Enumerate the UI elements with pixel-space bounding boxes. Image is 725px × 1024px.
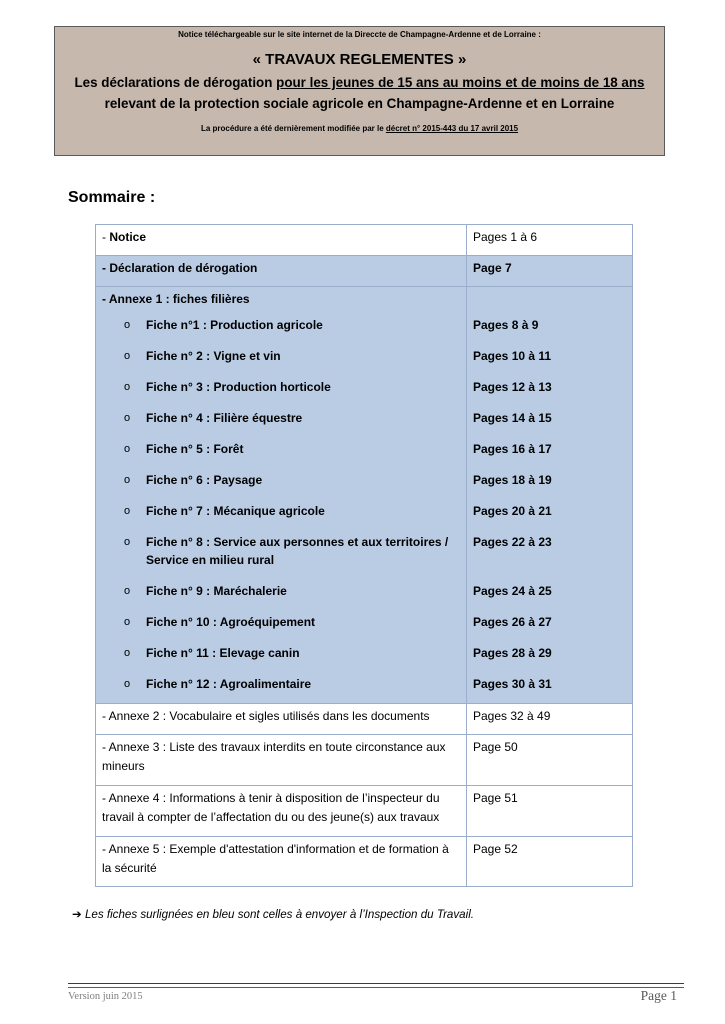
toc-annexe5-pages: Page 52 <box>473 842 518 856</box>
toc-annexe5-label: - Annexe 5 : Exemple d'attestation d'information et de formation à la sécurité <box>102 842 449 875</box>
bullet-icon: o <box>124 678 131 690</box>
fiche-4-label <box>96 409 466 427</box>
bullet-icon: o <box>124 412 131 424</box>
bullet-icon: o <box>124 443 131 455</box>
fiche-3-label <box>96 378 466 396</box>
toc-row-notice <box>96 225 633 256</box>
toc-declaration-label: - Déclaration de dérogation <box>102 261 258 275</box>
fiche-3-pages: Pages 12 à 13 <box>473 380 552 394</box>
fiche-5-label <box>96 440 466 458</box>
fiche-8-pages: Pages 22 à 23 <box>473 535 552 549</box>
decree-part-a: La procédure a été dernièrement modifiée par le <box>200 124 386 133</box>
fiche-11-pages: Pages 28 à 29 <box>473 646 552 660</box>
toc-annexe2-label: - Annexe 2 : Vocabulaire et sigles utilisés dans les documents <box>102 709 430 723</box>
toc-annexe3-pages: Page 50 <box>473 740 518 754</box>
fiche-9-text: Fiche n° 9 : Maréchalerie <box>146 584 287 598</box>
toc-row-annexe2 <box>96 704 633 735</box>
fiche-8-label <box>96 533 466 569</box>
fiche-3-text: Fiche n° 3 : Production horticole <box>146 380 331 394</box>
fiche-11-label <box>96 644 466 662</box>
toc-annexe1-pages-empty <box>467 287 632 312</box>
subtitle-part-a: Les déclarations de dérogation <box>74 75 277 90</box>
arrow-right-icon: ➔ <box>72 908 82 921</box>
sommaire-heading: Sommaire : <box>68 189 156 206</box>
decree-link: décret n° 2015-443 du 17 avril 2015 <box>385 124 519 133</box>
fiche-7-pages: Pages 20 à 21 <box>473 504 552 518</box>
fiche-4-pages: Pages 14 à 15 <box>473 411 552 425</box>
bullet-icon: o <box>124 536 131 548</box>
toc-declaration-pages: Page 7 <box>473 261 512 275</box>
fiche-6-pages: Pages 18 à 19 <box>473 473 552 487</box>
notice-label-bold: Notice <box>109 230 147 244</box>
fiche-8-text: Fiche n° 8 : Service aux personnes et aux territoires / Service en milieu rural <box>146 535 449 567</box>
header-box <box>54 26 665 156</box>
fiche-2-text: Fiche n° 2 : Vigne et vin <box>146 349 281 363</box>
bullet-icon: o <box>124 585 131 597</box>
toc-row-declaration <box>96 256 633 287</box>
bullet-icon: o <box>124 350 131 362</box>
header-notice: Notice téléchargeable sur le site internet de la Direccte de Champagne-Ardenne et de Lorraine : <box>178 30 541 39</box>
toc-row-annexe3 <box>96 735 633 786</box>
fiche-10-text: Fiche n° 10 : Agroéquipement <box>146 615 316 629</box>
toc-annexe4-pages: Page 51 <box>473 791 518 805</box>
bullet-icon: o <box>124 381 131 393</box>
bullet-icon: o <box>124 474 131 486</box>
toc-row-annexe4 <box>96 786 633 837</box>
fiche-9-pages: Pages 24 à 25 <box>473 584 552 598</box>
fiche-11-text: Fiche n° 11 : Elevage canin <box>146 646 300 660</box>
footer-page-number: Page 1 <box>640 988 677 1003</box>
bullet-icon: o <box>124 647 131 659</box>
fiche-7-label <box>96 502 466 520</box>
fiche-5-pages: Pages 16 à 17 <box>473 442 552 456</box>
toc-row-annexe5 <box>96 837 633 887</box>
notice-label-text: - Notice <box>102 230 147 244</box>
fiche-12-label <box>96 675 466 693</box>
toc-annexe3-label: - Annexe 3 : Liste des travaux interdits en toute circonstance aux mineurs <box>102 740 446 773</box>
document-subtitle <box>55 72 664 114</box>
toc-table <box>95 224 633 887</box>
bullet-icon: o <box>124 505 131 517</box>
toc-annexe4-label: - Annexe 4 : Informations à tenir à disposition de l’inspecteur du travail à compter de l’affectation du ou des jeune(s) aux travaux <box>102 791 440 824</box>
fiche-12-pages: Pages 30 à 31 <box>473 677 552 691</box>
note-text: Les fiches surlignées en bleu sont celles à envoyer à l’Inspection du Travail. <box>84 908 474 921</box>
fiche-6-label <box>96 471 466 489</box>
footer-rule-top <box>68 983 684 984</box>
note-line <box>72 907 474 921</box>
toc-annexe1-label: - Annexe 1 : fiches filières <box>102 292 250 306</box>
bullet-icon: o <box>124 616 131 628</box>
fiche-1-pages: Pages 8 à 9 <box>473 318 539 332</box>
fiche-4-text: Fiche n° 4 : Filière équestre <box>146 411 303 425</box>
fiche-2-label <box>96 347 466 365</box>
fiche-10-label <box>96 613 466 631</box>
subtitle-part-b: relevant de la protection sociale agricole en Champagne-Ardenne et en Lorraine <box>104 96 615 111</box>
subtitle-underlined: pour les jeunes de 15 ans au moins et de moins de 18 ans <box>276 75 645 90</box>
toc-notice-pages: Pages 1 à 6 <box>473 230 538 244</box>
fiche-10-pages: Pages 26 à 27 <box>473 615 552 629</box>
fiche-5-text: Fiche n° 5 : Forêt <box>146 442 244 456</box>
footer-version: Version juin 2015 <box>68 991 143 1002</box>
toc-row-annexe1 <box>96 287 633 704</box>
decree-line <box>55 124 664 133</box>
fiche-12-text: Fiche n° 12 : Agroalimentaire <box>146 677 312 691</box>
fiche-6-text: Fiche n° 6 : Paysage <box>146 473 263 487</box>
footer-rule-bottom <box>68 987 684 988</box>
fiche-2-pages: Pages 10 à 11 <box>473 349 552 363</box>
bullet-icon: o <box>124 319 131 331</box>
fiche-1-label <box>96 316 466 334</box>
fiche-1-text: Fiche n°1 : Production agricole <box>146 318 323 332</box>
fiche-9-label <box>96 582 466 600</box>
toc-annexe2-pages: Pages 32 à 49 <box>473 709 551 723</box>
fiche-7-text: Fiche n° 7 : Mécanique agricole <box>146 504 325 518</box>
toc-notice-label <box>96 225 466 250</box>
document-title: « TRAVAUX REGLEMENTES » <box>252 51 467 68</box>
